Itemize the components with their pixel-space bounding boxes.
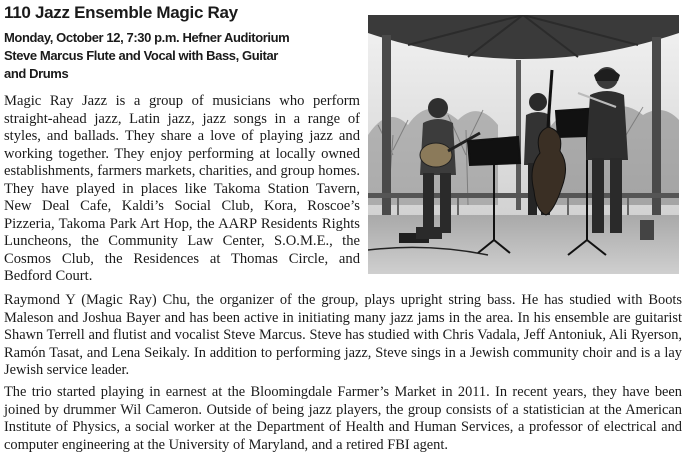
organizer-paragraph: Raymond Y (Magic Ray) Chu, the organizer of the group, plays upright string bass. He has studied with Boots Maleson and Joshua Bayer and has been active in initiating many jazz jams in the area. In his ensemble are guitarist Shawn Terrell and flutist and vocalist Steve Marcus. Steve has studied with Chris Vadala, Jeff Antoniuk, Ali Ryerson, Ramón Tasat, and Lena Seikaly. In addition to performing jazz, Steve sings in a Jewish community choir and is a lay Jewish service leader.: [4, 292, 682, 379]
band-photo: [368, 15, 679, 274]
event-datetime-venue: Monday, October 12, 7:30 p.m. Hefner Auditorium: [4, 30, 290, 45]
event-details: [4, 29, 360, 83]
history-paragraph: The trio started playing in earnest at the Bloomingdale Farmer’s Market in 2011. In recent years, they have been joined by drummer Wil Cameron. Outside of being jazz players, the group consists of a statistician at the American Institute of Physics, a social worker at the Department of Health and Human Services, a professor of electrical and computer engineering at the University of Maryland, and a retired FBI agent.: [4, 384, 682, 453]
article-title: 110 Jazz Ensemble Magic Ray: [4, 3, 238, 22]
intro-paragraph: Magic Ray Jazz is a group of musicians who perform straight-ahead jazz, Latin jazz, jazz songs in a range of styles, and ballads. They share a love of playing jazz and working together. They enjoy performing at locally owned establishments, farmers markets, charities, and group homes. They have played in places like Takoma Station Tavern, New Deal Cafe, Kaldi’s Social Club, Kora, Roscoe’s Pizzeria, Takoma Park Art Hop, the AARP Residents Rights Luncheons, the Community Law Center, S.O.M.E., the Cosmos Club, the Residences at Thomas Circle, and Bedford Court.: [4, 93, 360, 284]
event-performers-line-2: and Drums: [4, 66, 69, 81]
event-performers-line: Steve Marcus Flute and Vocal with Bass, Guitar: [4, 48, 278, 63]
